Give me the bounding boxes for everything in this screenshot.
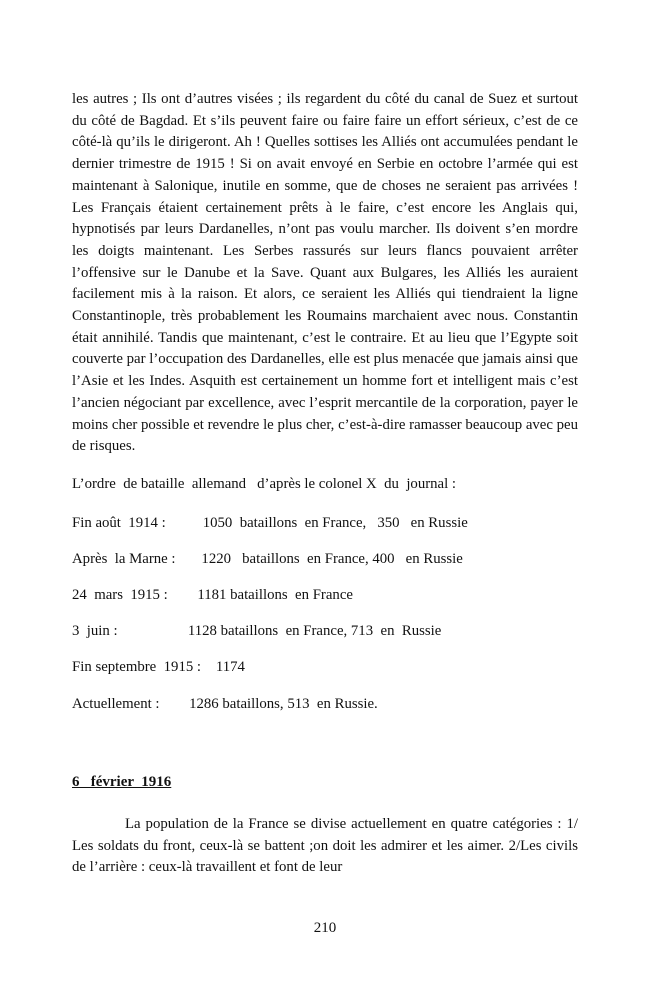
page-number: 210 — [313, 920, 337, 936]
battle-order-line: Actuellement : 1286 bataillons, 513 en Russie. — [72, 695, 378, 712]
page-content — [72, 89, 578, 879]
battle-order-line: 3 juin : 1128 bataillons en France, 713 en Russie — [72, 623, 442, 640]
battle-order-line: 24 mars 1915 : 1181 bataillons en France — [72, 587, 353, 604]
battle-order-line: Après la Marne : 1220 bataillons en France, 400 en Russie — [72, 550, 463, 567]
paragraph-population: La population de la France se divise actuellement en quatre catégories : 1/ Les soldats du front, ceux-là se battent ;on doit les admirer et les aimer. 2/Les civils de l’arrière : ceux-là travaillent et font de leur — [72, 816, 578, 876]
date-heading: 6 février 1916 — [72, 774, 172, 791]
battle-order-intro: L’ordre de bataille allemand d’après le colonel X du journal : — [72, 475, 457, 492]
battle-order-line: Fin septembre 1915 : 1174 — [72, 659, 245, 676]
paragraph-continuation: les autres ; Ils ont d’autres visées ; ils regardent du côté du canal de Suez et surtout du côté de Bagdad. Et s’ils peuvent faire ou faire faire un effort sérieux, c’est de ce côté-là qu’ils le dirigeront. Ah ! Quelles sottises les Alliés ont accumulées pendant le dernier trimestre de 1915 ! Si on avait envoyé en Serbie en octobre l’armée qui est maintenant à Salonique, inutile en somme, que de choses ne seraient pas arrivées ! Les Français étaient certainement prêts à le faire, c’est encore les Anglais qui, hypnotisés par leurs Dardanelles, n’ont pas voulu marcher. Ils doivent s’en mordre les doigts maintenant. Les Serbes rassurés sur leurs flancs pouvaient arrêter l’offensive sur le Danube et la Save. Quant aux Bulgares, les Alliés les auraient facilement mis à la raison. Et alors, ce seraient les Alliés qui tiendraient la ligne Constantinople, très probablement les Roumains marchaient avec nous. Constantin était annihilé. Tandis que maintenant, c’est le contraire. Et au lieu que l’Egypte soit couverte par l’occupation des Dardanelles, elle est plus menacée que jamais ainsi que l’Asie et les Indes. Asquith est certainement un homme fort et intelligent mais c’est l’ancien négociant par excellence, avec l’esprit mercantile de la corporation, payer le moins cher possible et revendre le plus cher, c’est-à-dire ramasser beaucoup avec peu de risques. — [72, 91, 578, 455]
battle-order-line: Fin août 1914 : 1050 bataillons en France, 350 en Russie — [72, 514, 468, 531]
